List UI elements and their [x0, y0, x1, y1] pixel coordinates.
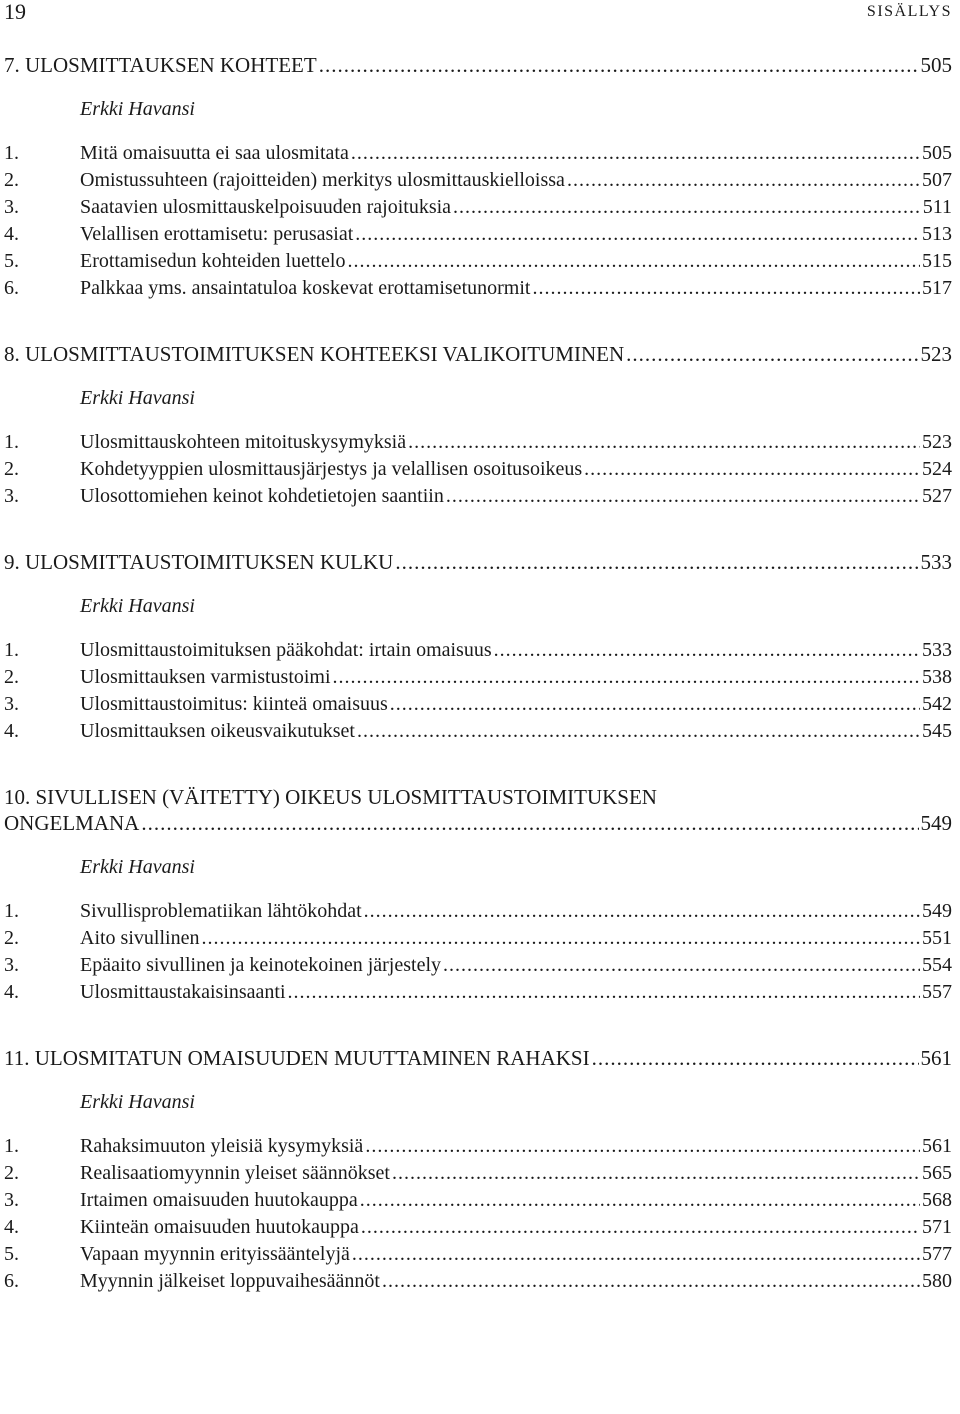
entry-page-number: 561 — [922, 1135, 952, 1157]
entry-number: 6. — [4, 277, 19, 299]
page-number: 19 — [4, 0, 26, 24]
chapter-title: 10. SIVULLISEN (VÄITETTY) OIKEUS ULOSMITTAUSTOIMITUKSEN — [4, 785, 657, 809]
entry-page-number: 565 — [922, 1162, 952, 1184]
dot-leader — [382, 1268, 920, 1295]
chapter-heading[interactable] — [4, 1045, 952, 1072]
entry-page-number: 511 — [922, 196, 952, 218]
entry-number: 2. — [4, 927, 19, 949]
entry-page-number: 523 — [922, 431, 952, 453]
chapter — [4, 784, 952, 1006]
entry-number: 1. — [4, 639, 19, 661]
chapter-page-number: 505 — [920, 53, 952, 77]
entry-page-number: 527 — [922, 485, 952, 507]
entry-page-number: 507 — [922, 169, 952, 191]
toc-entry[interactable] — [4, 194, 952, 221]
entry-number: 5. — [4, 1243, 19, 1265]
toc-entry[interactable] — [4, 140, 952, 167]
toc-entry[interactable] — [4, 456, 952, 483]
entry-number: 3. — [4, 485, 19, 507]
toc-entry[interactable] — [4, 1214, 952, 1241]
dot-leader — [319, 52, 919, 79]
toc-entry[interactable] — [4, 429, 952, 456]
toc-entry[interactable] — [4, 167, 952, 194]
chapter-title: ONGELMANA — [4, 811, 140, 835]
chapter-heading[interactable] — [4, 810, 952, 837]
entry-number: 2. — [4, 1162, 19, 1184]
entry-title: Epäaito sivullinen ja keinotekoinen järjestely — [80, 954, 442, 976]
dot-leader — [395, 549, 918, 576]
chapter-author: Erkki Havansi — [80, 1091, 195, 1113]
chapter-author: Erkki Havansi — [80, 856, 195, 878]
chapter-title: 8. ULOSMITTAUSTOIMITUKSEN KOHTEEKSI VALIKOITUMINEN — [4, 342, 625, 366]
entry-title: Rahaksimuuton yleisiä kysymyksiä — [80, 1135, 364, 1157]
entry-title: Sivullisproblematiikan lähtökohdat — [80, 900, 362, 922]
running-header — [4, 0, 952, 26]
entry-number: 1. — [4, 431, 19, 453]
entry-page-number: 549 — [922, 900, 952, 922]
entry-page-number: 517 — [922, 277, 952, 299]
chapter-title: 11. ULOSMITATUN OMAISUUDEN MUUTTAMINEN RAHAKSI — [4, 1046, 590, 1070]
chapter-title: 9. ULOSMITTAUSTOIMITUKSEN KULKU — [4, 550, 394, 574]
entry-page-number: 557 — [922, 981, 952, 1003]
toc-entry[interactable] — [4, 664, 952, 691]
toc-entry[interactable] — [4, 691, 952, 718]
entry-number: 3. — [4, 693, 19, 715]
entry-page-number: 571 — [922, 1216, 952, 1238]
toc-entry[interactable] — [4, 925, 952, 952]
chapter-page-number: 533 — [920, 550, 952, 574]
toc-entry[interactable] — [4, 1133, 952, 1160]
entry-number: 4. — [4, 981, 19, 1003]
entry-page-number: 551 — [922, 927, 952, 949]
entry-number: 4. — [4, 720, 19, 742]
toc-entry[interactable] — [4, 483, 952, 510]
chapter — [4, 341, 952, 510]
chapter-title: 7. ULOSMITTAUKSEN KOHTEET — [4, 53, 317, 77]
toc-entry[interactable] — [4, 718, 952, 745]
toc-entry[interactable] — [4, 898, 952, 925]
entry-page-number: 580 — [922, 1270, 952, 1292]
chapter-heading[interactable] — [4, 52, 952, 79]
entry-title: Mitä omaisuutta ei saa ulosmitata — [80, 142, 349, 164]
toc-entry[interactable] — [4, 952, 952, 979]
dot-leader — [355, 221, 920, 248]
entry-page-number: 538 — [922, 666, 952, 688]
dot-leader — [364, 898, 920, 925]
dot-leader — [494, 637, 920, 664]
entry-title: Ulosmittauskohteen mitoituskysymyksiä — [80, 431, 407, 453]
section-title: SISÄLLYS — [866, 3, 952, 20]
dot-leader — [443, 952, 920, 979]
dot-leader — [408, 429, 920, 456]
entry-title: Realisaatiomyynnin yleiset säännökset — [80, 1162, 390, 1184]
entry-page-number: 545 — [922, 720, 952, 742]
entry-number: 3. — [4, 954, 19, 976]
entry-page-number: 568 — [922, 1189, 952, 1211]
toc-entry[interactable] — [4, 248, 952, 275]
entry-title: Saatavien ulosmittauskelpoisuuden rajoituksia — [80, 196, 452, 218]
dot-leader — [390, 691, 920, 718]
entry-number: 6. — [4, 1270, 19, 1292]
entry-number: 1. — [4, 1135, 19, 1157]
entry-title: Kiinteän omaisuuden huutokauppa — [80, 1216, 359, 1238]
chapter-page-number: 523 — [920, 342, 952, 366]
chapter-author: Erkki Havansi — [80, 595, 195, 617]
dot-leader — [141, 810, 918, 837]
dot-leader — [567, 167, 920, 194]
dot-leader — [333, 664, 920, 691]
table-of-contents — [4, 52, 952, 1334]
toc-entry[interactable] — [4, 1268, 952, 1295]
entry-title: Erottamisedun kohteiden luettelo — [80, 250, 346, 272]
entry-page-number: 513 — [922, 223, 952, 245]
entry-title: Myynnin jälkeiset loppuvaihesäännöt — [80, 1270, 380, 1292]
entry-title: Palkkaa yms. ansaintatuloa koskevat erottamisetunormit — [80, 277, 531, 299]
entry-page-number: 515 — [922, 250, 952, 272]
entry-number: 2. — [4, 458, 19, 480]
dot-leader — [360, 1187, 920, 1214]
toc-entry[interactable] — [4, 979, 952, 1006]
entry-number: 5. — [4, 250, 19, 272]
entry-page-number: 505 — [922, 142, 952, 164]
dot-leader — [365, 1133, 920, 1160]
entry-page-number: 542 — [922, 693, 952, 715]
dot-leader — [392, 1160, 920, 1187]
entry-title: Ulosmittaustoimituksen pääkohdat: irtain omaisuus — [80, 639, 492, 661]
dot-leader — [532, 275, 920, 302]
dot-leader — [357, 718, 920, 745]
toc-entry[interactable] — [4, 1187, 952, 1214]
toc-entry[interactable] — [4, 221, 952, 248]
dot-leader — [453, 194, 921, 221]
toc-entry[interactable] — [4, 1160, 952, 1187]
entry-number: 4. — [4, 223, 19, 245]
entry-page-number: 524 — [922, 458, 952, 480]
dot-leader — [288, 979, 920, 1006]
entry-number: 2. — [4, 169, 19, 191]
chapter-heading[interactable] — [4, 549, 952, 576]
dot-leader — [626, 341, 918, 368]
chapter-page-number: 561 — [920, 1046, 952, 1070]
chapter-author: Erkki Havansi — [80, 387, 195, 409]
dot-leader — [584, 456, 920, 483]
entry-title: Kohdetyyppien ulosmittausjärjestys ja velallisen osoitusoikeus — [80, 458, 583, 480]
entry-title: Irtaimen omaisuuden huutokauppa — [80, 1189, 358, 1211]
entry-page-number: 554 — [922, 954, 952, 976]
dot-leader — [351, 140, 920, 167]
entry-title: Vapaan myynnin erityissääntelyjä — [80, 1243, 350, 1265]
entry-title: Ulosmittaustoimitus: kiinteä omaisuus — [80, 693, 388, 715]
chapter-author: Erkki Havansi — [80, 98, 195, 120]
entry-title: Aito sivullinen — [80, 927, 200, 949]
dot-leader — [361, 1214, 920, 1241]
entry-number: 1. — [4, 900, 19, 922]
entry-number: 2. — [4, 666, 19, 688]
dot-leader — [352, 1241, 920, 1268]
entry-page-number: 577 — [922, 1243, 952, 1265]
toc-entry[interactable] — [4, 637, 952, 664]
chapter — [4, 1045, 952, 1295]
toc-entry[interactable] — [4, 275, 952, 302]
dot-leader — [592, 1045, 919, 1072]
entry-number: 4. — [4, 1216, 19, 1238]
entry-number: 1. — [4, 142, 19, 164]
entry-title: Ulosmittaustakaisinsaanti — [80, 981, 286, 1003]
entry-title: Ulosottomiehen keinot kohdetietojen saantiin — [80, 485, 444, 507]
toc-entry[interactable] — [4, 1241, 952, 1268]
dot-leader — [201, 925, 920, 952]
entry-title: Ulosmittauksen varmistustoimi — [80, 666, 331, 688]
entry-title: Ulosmittauksen oikeusvaikutukset — [80, 720, 355, 742]
chapter — [4, 52, 952, 302]
entry-number: 3. — [4, 1189, 19, 1211]
entry-title: Omistussuhteen (rajoitteiden) merkitys ulosmittauskielloissa — [80, 169, 565, 191]
dot-leader — [446, 483, 920, 510]
entry-page-number: 533 — [922, 639, 952, 661]
entry-title: Velallisen erottamisetu: perusasiat — [80, 223, 354, 245]
chapter-page-number: 549 — [920, 811, 952, 835]
dot-leader — [348, 248, 921, 275]
entry-number: 3. — [4, 196, 19, 218]
chapter — [4, 549, 952, 745]
chapter-heading[interactable] — [4, 341, 952, 368]
